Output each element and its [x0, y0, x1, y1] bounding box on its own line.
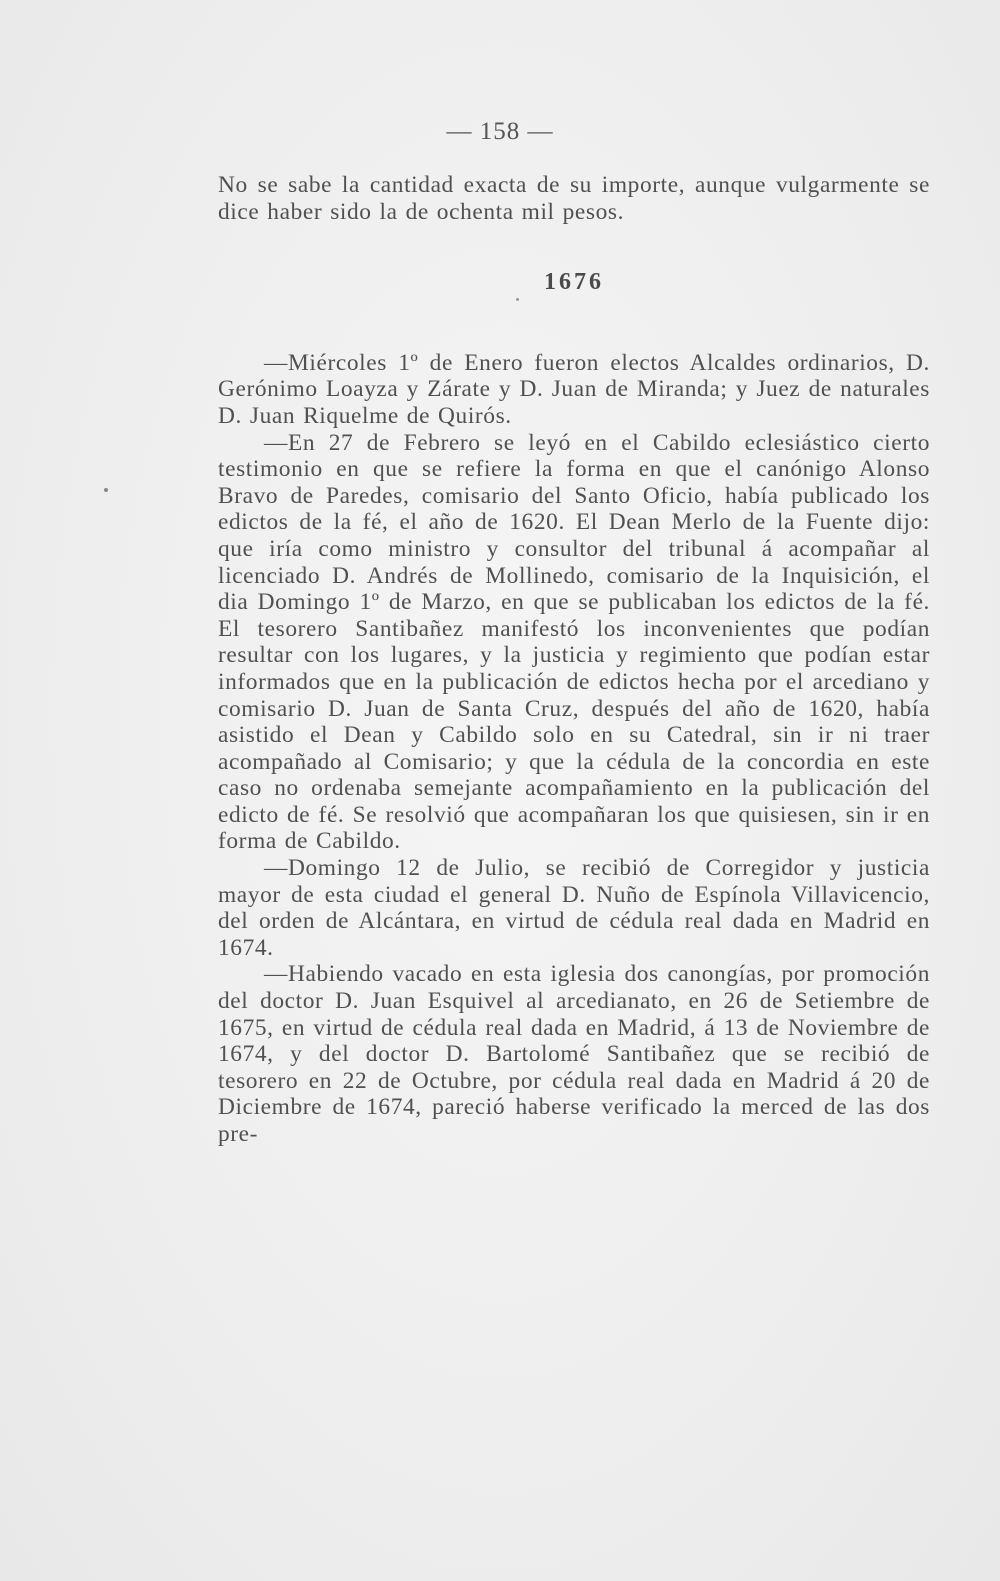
intro-paragraph: No se sabe la cantidad exacta de su importe, aunque vulgarmente se dice haber sido la de ochenta mil pesos.: [218, 172, 930, 225]
margin-mark: [104, 488, 108, 492]
entry-paragraph: —Habiendo vacado en esta iglesia dos canongías, por promoción del doctor D. Juan Esquivel al arcedianato, en 26 de Setiembre de 1675, en virtud de cédula real dada en Madrid, á 13 de Noviembre de 1674, y del doctor D. Bartolomé Santibañez que se recibió de tesorero en 22 de Octubre, por cédula real dada en Madrid á 20 de Diciembre de 1674, pareció haberse verificado la merced de las dos pre-: [218, 961, 930, 1147]
entry-paragraph: —Miércoles 1º de Enero fueron electos Alcaldes ordinarios, D. Gerónimo Loayza y Zárate y D. Juan de Miranda; y Juez de naturales D. Juan Riquelme de Quirós.: [218, 349, 930, 429]
body-text: [218, 172, 930, 1148]
page-number: — 158 —: [446, 118, 554, 145]
entry-paragraph: —Domingo 12 de Julio, se recibió de Corregidor y justicia mayor de esta ciudad el general D. Nuño de Espínola Villavicencio, del orden de Alcántara, en virtud de cédula real dada en Madrid en 1674.: [218, 855, 930, 961]
year-heading: 1676: [544, 269, 604, 296]
entry-paragraph: —En 27 de Febrero se leyó en el Cabildo eclesiástico cierto testimonio en que se refiere la forma en que el canónigo Alonso Bravo de Paredes, comisario del Santo Oficio, había publicado los edictos de la fé, el año de 1620. El Dean Merlo de la Fuente dijo: que iría como ministro y consultor del tribunal á acompañar al licenciado D. Andrés de Mollinedo, comisario de la Inquisición, el dia Domingo 1º de Marzo, en que se publicaban los edictos de la fé. El tesorero Santibañez manifestó los inconvenientes que podían resultar con los lugares, y la justicia y regimiento que podían estar informados que en la publicación de edictos hecha por el arcediano y comisario D. Juan de Santa Cruz, después del año de 1620, había asistido el Dean y Cabildo solo en su Catedral, sin ir ni traer acompañado al Comisario; y que la cédula de la concordia en este caso no ordenaba semejante acompañamiento en la publicación del edicto de fé. Se resolvió que acompañaran los que quisiesen, sin ir en forma de Cabildo.: [218, 429, 930, 855]
